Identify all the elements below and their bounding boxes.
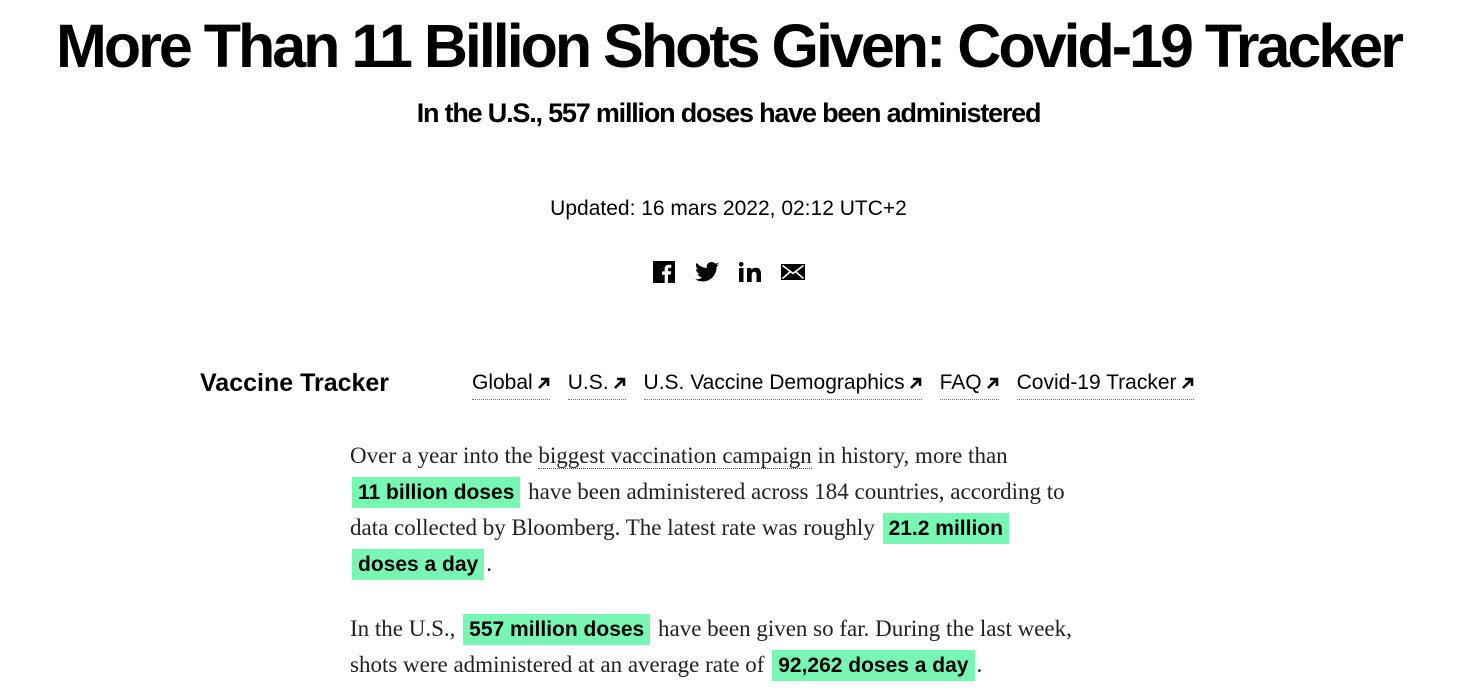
nav-link-covid-tracker[interactable]: Covid-19 Tracker [1017, 370, 1194, 400]
intro-paragraph: Over a year into the biggest vaccination campaign in history, more than 11 billion doses have been administered across 184 countries, according to data collected by Bloomberg. The latest rate was roughly 21.2 million doses a day . [350, 438, 1150, 582]
external-link-icon [613, 377, 626, 390]
us-paragraph: In the U.S., 557 million doses have been given so far. During the last week, shots were administered at an average rate of 92,262 doses a day . [350, 611, 1150, 683]
twitter-icon[interactable] [695, 260, 719, 284]
nav-link-demographics[interactable]: U.S. Vaccine Demographics [644, 370, 922, 400]
nav-link-global[interactable]: Global [472, 370, 550, 400]
external-link-icon [537, 377, 550, 390]
linkedin-icon[interactable] [738, 260, 762, 284]
stat-highlight-daily-rate-cont: doses a day [352, 549, 484, 580]
stat-highlight-us-rate: 92,262 doses a day [772, 650, 974, 681]
page-subtitle: In the U.S., 557 million doses have been administered [416, 98, 1041, 128]
page-title: More Than 11 Billion Shots Given: Covid-19 Tracker [56, 12, 1401, 80]
tracker-nav [472, 370, 1194, 400]
external-link-icon [909, 377, 922, 390]
stat-highlight-global-doses: 11 billion doses [352, 477, 520, 508]
nav-link-us[interactable]: U.S. [568, 370, 626, 400]
facebook-icon[interactable] [652, 260, 676, 284]
campaign-link[interactable]: biggest vaccination campaign [538, 443, 812, 468]
stat-highlight-daily-rate: 21.2 million [883, 513, 1009, 544]
section-title: Vaccine Tracker [200, 369, 390, 397]
stat-highlight-us-doses: 557 million doses [463, 614, 650, 645]
share-bar [0, 260, 1457, 284]
external-link-icon [986, 377, 999, 390]
updated-timestamp: Updated: 16 mars 2022, 02:12 UTC+2 [550, 197, 907, 220]
external-link-icon [1181, 377, 1194, 390]
nav-link-faq[interactable]: FAQ [940, 370, 999, 400]
email-icon[interactable] [781, 260, 805, 284]
